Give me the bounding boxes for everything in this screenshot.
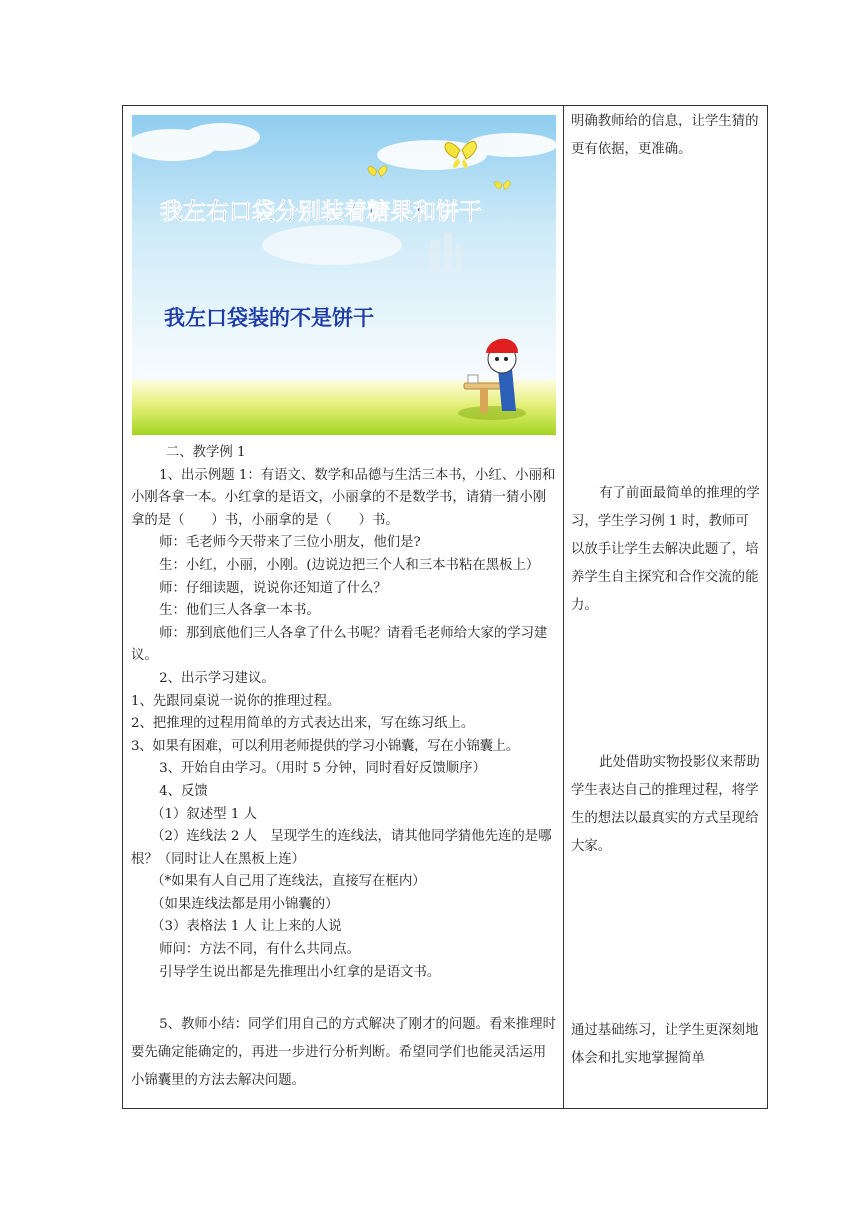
- lesson-line: 4、反馈: [159, 783, 208, 799]
- side-note-text: 有了前面最简单的推理的学习，学生学习例 1 时，教师可以放手让学生去解决此题了，培养学生自主探究和合作交流的能力。: [571, 486, 760, 613]
- lesson-line: 师问：方法不同，有什么共同点。: [159, 942, 360, 958]
- lesson-line: 引导学生说出都是先推理出小红拿的是语文书。: [159, 964, 441, 980]
- side-note-text: 此处借助实物投影仪来帮助学生表达自己的推理过程，将学生的想法以最真实的方式呈现给大家。: [571, 755, 760, 854]
- side-note: [571, 108, 761, 164]
- slide-illustration: [132, 115, 556, 435]
- slide-image: [132, 115, 556, 435]
- lesson-line: （1）叙述型 1 人: [151, 806, 257, 822]
- lesson-line: 生：小红，小丽，小刚。(边说边把三个人和三本书粘在黑板上）: [159, 557, 540, 573]
- lesson-line: 1、先跟同桌说一说你的推理过程。: [131, 693, 341, 709]
- lesson-line: 3、如果有困难，可以利用老师提供的学习小锦囊，写在小锦囊上。: [131, 738, 519, 754]
- column-divider: [563, 106, 564, 1108]
- summary-text: 5、教师小结：同学们用自己的方式解决了刚才的问题。看来推理时要先确定能确定的，再进一步进行分析判断。希望同学们也能灵活运用小锦囊里的方法去解决问题。: [131, 1017, 556, 1088]
- side-note: [571, 480, 761, 620]
- lesson-line: 师：毛老师今天带来了三位小朋友，他们是?: [159, 535, 421, 551]
- lesson-line: （2）连线法 2 人 呈现学生的连线法，请其他同学猜他先连的是哪根？（同时让人在黑板上连）: [131, 829, 552, 867]
- lesson-line: 1、出示例题 1：有语文、数学和品德与生活三本书，小红、小丽和小刚各拿一本。小红拿的是语文，小丽拿的不是数学书，请猜一猜小刚拿的是（ ）书，小丽拿的是（ ）书。: [131, 467, 556, 528]
- slide-title: 我左右口袋分别装着糖果和饼干: [160, 198, 482, 225]
- teacher-summary: [131, 1011, 559, 1095]
- lesson-line: 生：他们三人各拿一本书。: [159, 603, 320, 619]
- lesson-body: [131, 442, 559, 984]
- lesson-line: 师：那到底他们三人各拿了什么书呢？请看毛老师给大家的学习建议。: [131, 625, 548, 664]
- side-note: [571, 1017, 761, 1073]
- lesson-line: 3、开始自由学习。（用时 5 分钟，同时看好反馈顺序）: [159, 761, 486, 777]
- lesson-line: （如果连线法都是用小锦囊的）: [151, 896, 339, 912]
- side-note-text: 通过基础练习，让学生更深刻地体会和扎实地掌握简单: [571, 1023, 759, 1066]
- lesson-line: （*如果有人自己用了连线法，直接写在框内）: [151, 874, 426, 890]
- lesson-line: 2、出示学习建议。: [159, 670, 275, 686]
- lesson-line: （3）表格法 1 人 让上来的人说: [151, 919, 342, 935]
- side-note-text: 明确教师给的信息，让学生猜的更有依据，更准确。: [571, 114, 759, 157]
- lesson-table: [122, 105, 768, 1109]
- section-heading: 二、教学例 1: [165, 445, 246, 460]
- lesson-line: 2、把推理的过程用简单的方式表达出来，写在练习纸上。: [131, 716, 475, 732]
- slide-subtitle: 我左口袋装的不是饼干: [164, 305, 374, 330]
- side-note: [571, 749, 761, 861]
- lesson-line: 师：仔细读题，说说你还知道了什么？: [159, 580, 387, 596]
